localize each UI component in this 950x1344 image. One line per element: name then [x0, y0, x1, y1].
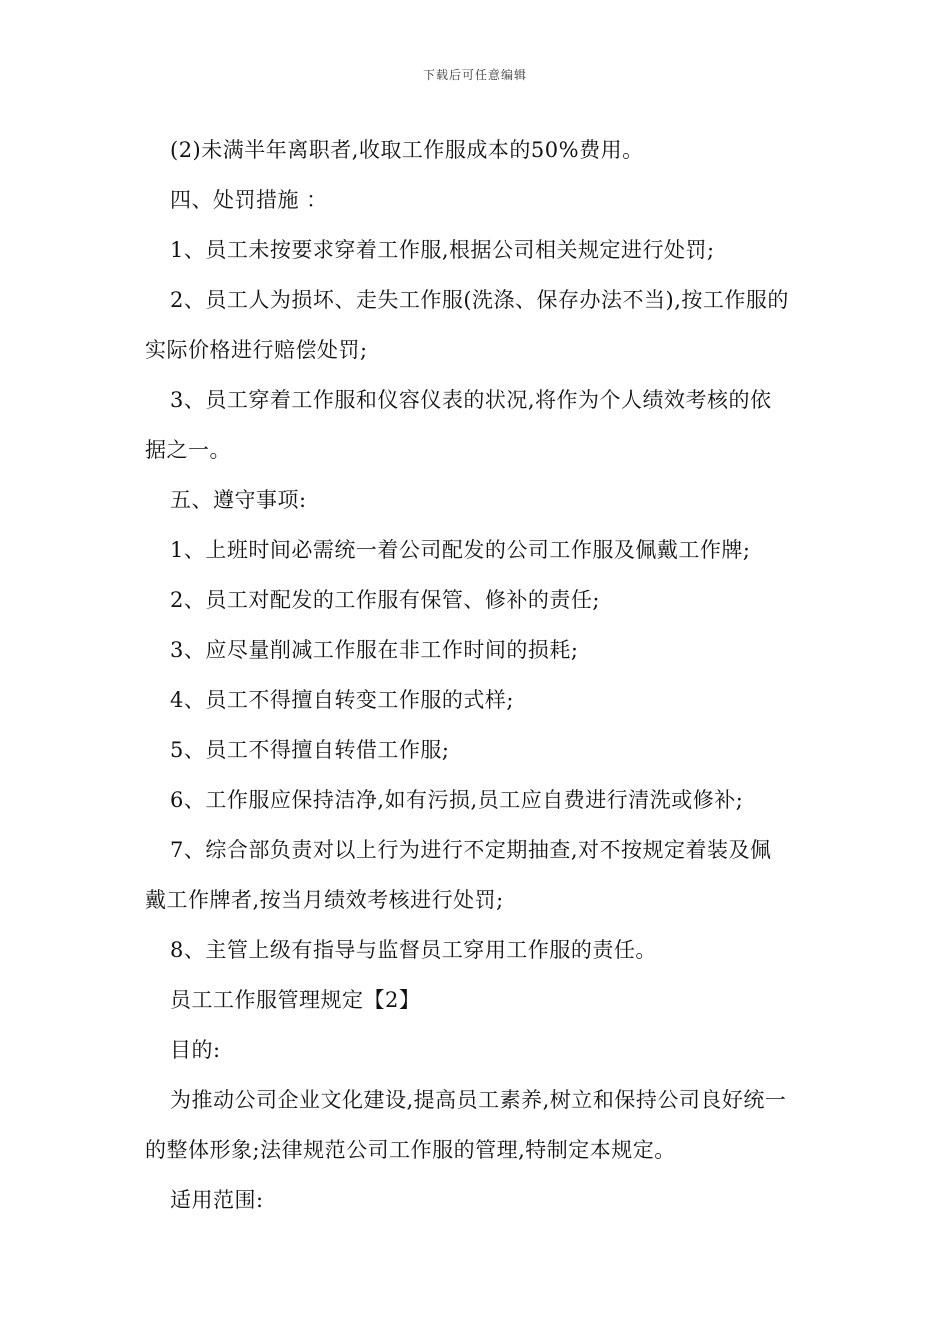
page-header: 下载后可任意编辑 [422, 68, 527, 82]
paragraph-line: 的整体形象;法律规范公司工作服的管理,特制定本规定。 [145, 1138, 676, 1162]
paragraph-line: 为推动公司企业文化建设,提高员工素养,树立和保持公司良好统一 [170, 1088, 787, 1112]
paragraph-line: 2、员工对配发的工作服有保管、修补的责任; [170, 588, 600, 612]
paragraph-line: (2)未满半年离职者,收取工作服成本的50%费用。 [170, 138, 644, 162]
paragraph-line: 1、上班时间必需统一着公司配发的公司工作服及佩戴工作牌; [170, 538, 751, 562]
section-heading-penalty: 四、处罚措施 ： [170, 188, 328, 212]
section-heading-purpose: 目的: [170, 1038, 221, 1062]
document-section-title: 员工工作服管理规定【2】 [170, 988, 421, 1012]
paragraph-line: 8、主管上级有指导与监督员工穿用工作服的责任。 [170, 938, 657, 962]
section-heading-scope: 适用范围: [170, 1188, 264, 1212]
paragraph-line: 6、工作服应保持洁净,如有污损,员工应自费进行清洗或修补; [170, 788, 744, 812]
paragraph-line: 5、员工不得擅自转借工作服; [170, 738, 450, 762]
paragraph-line: 4、员工不得擅自转变工作服的式样; [170, 688, 514, 712]
paragraph-line: 据之一。 [145, 438, 231, 462]
paragraph-line: 2、员工人为损坏、走失工作服(洗涤、保存办法不当),按工作服的 [170, 288, 789, 312]
paragraph-line: 戴工作牌者,按当月绩效考核进行处罚; [145, 888, 504, 912]
paragraph-line: 3、员工穿着工作服和仪容仪表的状况,将作为个人绩效考核的依 [170, 388, 772, 412]
section-heading-compliance: 五、遵守事项: [170, 488, 307, 512]
paragraph-line: 3、应尽量削减工作服在非工作时间的损耗; [170, 638, 579, 662]
paragraph-line: 7、综合部负责对以上行为进行不定期抽查,对不按规定着装及佩 [170, 838, 772, 862]
paragraph-line: 1、员工未按要求穿着工作服,根据公司相关规定进行处罚; [170, 238, 715, 262]
paragraph-line: 实际价格进行赔偿处罚; [145, 338, 368, 362]
